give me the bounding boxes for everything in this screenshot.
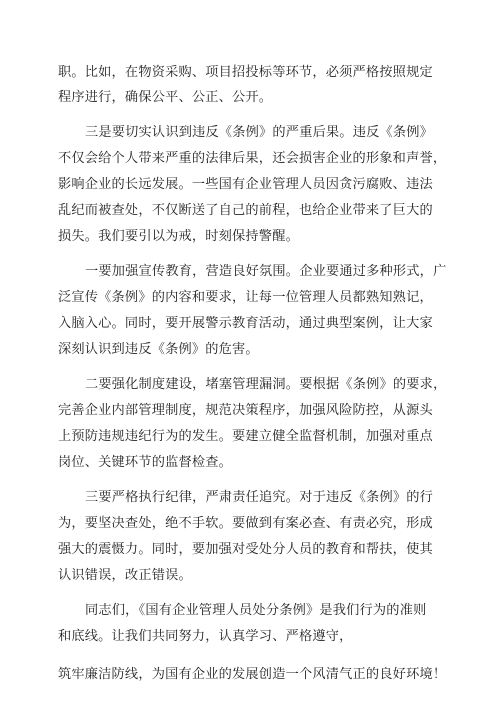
text-line: 为，要坚决查处，绝不手软。要做到有案必查、有责必究，形成 (58, 516, 433, 531)
text-line: 岗位、关键环节的监督检查。 (58, 455, 233, 470)
text-line: 一要加强宣传教育，营造良好氛围。企业要通过多种形式，广 (85, 264, 447, 279)
text-line: 深刻认识到违反《条例》的危害。 (58, 342, 259, 357)
text-line: 二要强化制度建设，堵塞管理漏洞。要根据《条例》的要求， (85, 377, 447, 392)
text-line: 上预防违规违纪行为的发生。要建立健全监督机制，加强对重点 (58, 429, 433, 444)
text-line: 三是要切实认识到违反《条例》的严重后果。违反《条例》 (85, 125, 434, 140)
text-line: 入脑入心。同时，要开展警示教育活动，通过典型案例，让大家 (58, 316, 433, 331)
text-line: 同志们，《国有企业管理人员处分条例》是我们行为的准则 (85, 603, 427, 618)
text-line: 影响企业的长远发展。一些国有企业管理人员因贪污腐败、违法 (58, 177, 433, 192)
text-line: 强大的震慑力。同时，要加强对受处分人员的教育和帮扶，使其 (58, 542, 433, 557)
text-line: 筑牢廉洁防线，为国有企业的发展创造一个风清气正的良好环境！ (58, 667, 447, 682)
text-line: 职。比如，在物资采购、项目招投标等环节，必须严格按照规定 (58, 65, 433, 80)
text-line: 三要严格执行纪律，严肃责任追究。对于违反《条例》的行 (85, 490, 434, 505)
text-line: 乱纪而被查处，不仅断送了自己的前程，也给企业带来了巨大的 (58, 203, 433, 218)
text-line: 认识错误，改正错误。 (58, 568, 192, 583)
text-line: 和底线。让我们共同努力，认真学习、严格遵守， (58, 629, 353, 644)
text-line: 损失。我们要引以为戒，时刻保持警醒。 (58, 229, 299, 244)
text-line: 完善企业内部管理制度，规范决策程序，加强风险防控，从源头 (58, 403, 433, 418)
text-line: 不仅会给个人带来严重的法律后果，还会损害企业的形象和声誉， (58, 151, 447, 166)
text-line: 泛宣传《条例》的内容和要求，让每一位管理人员都熟知熟记， (58, 290, 433, 305)
text-line: 程序进行，确保公平、公正、公开。 (58, 90, 273, 105)
